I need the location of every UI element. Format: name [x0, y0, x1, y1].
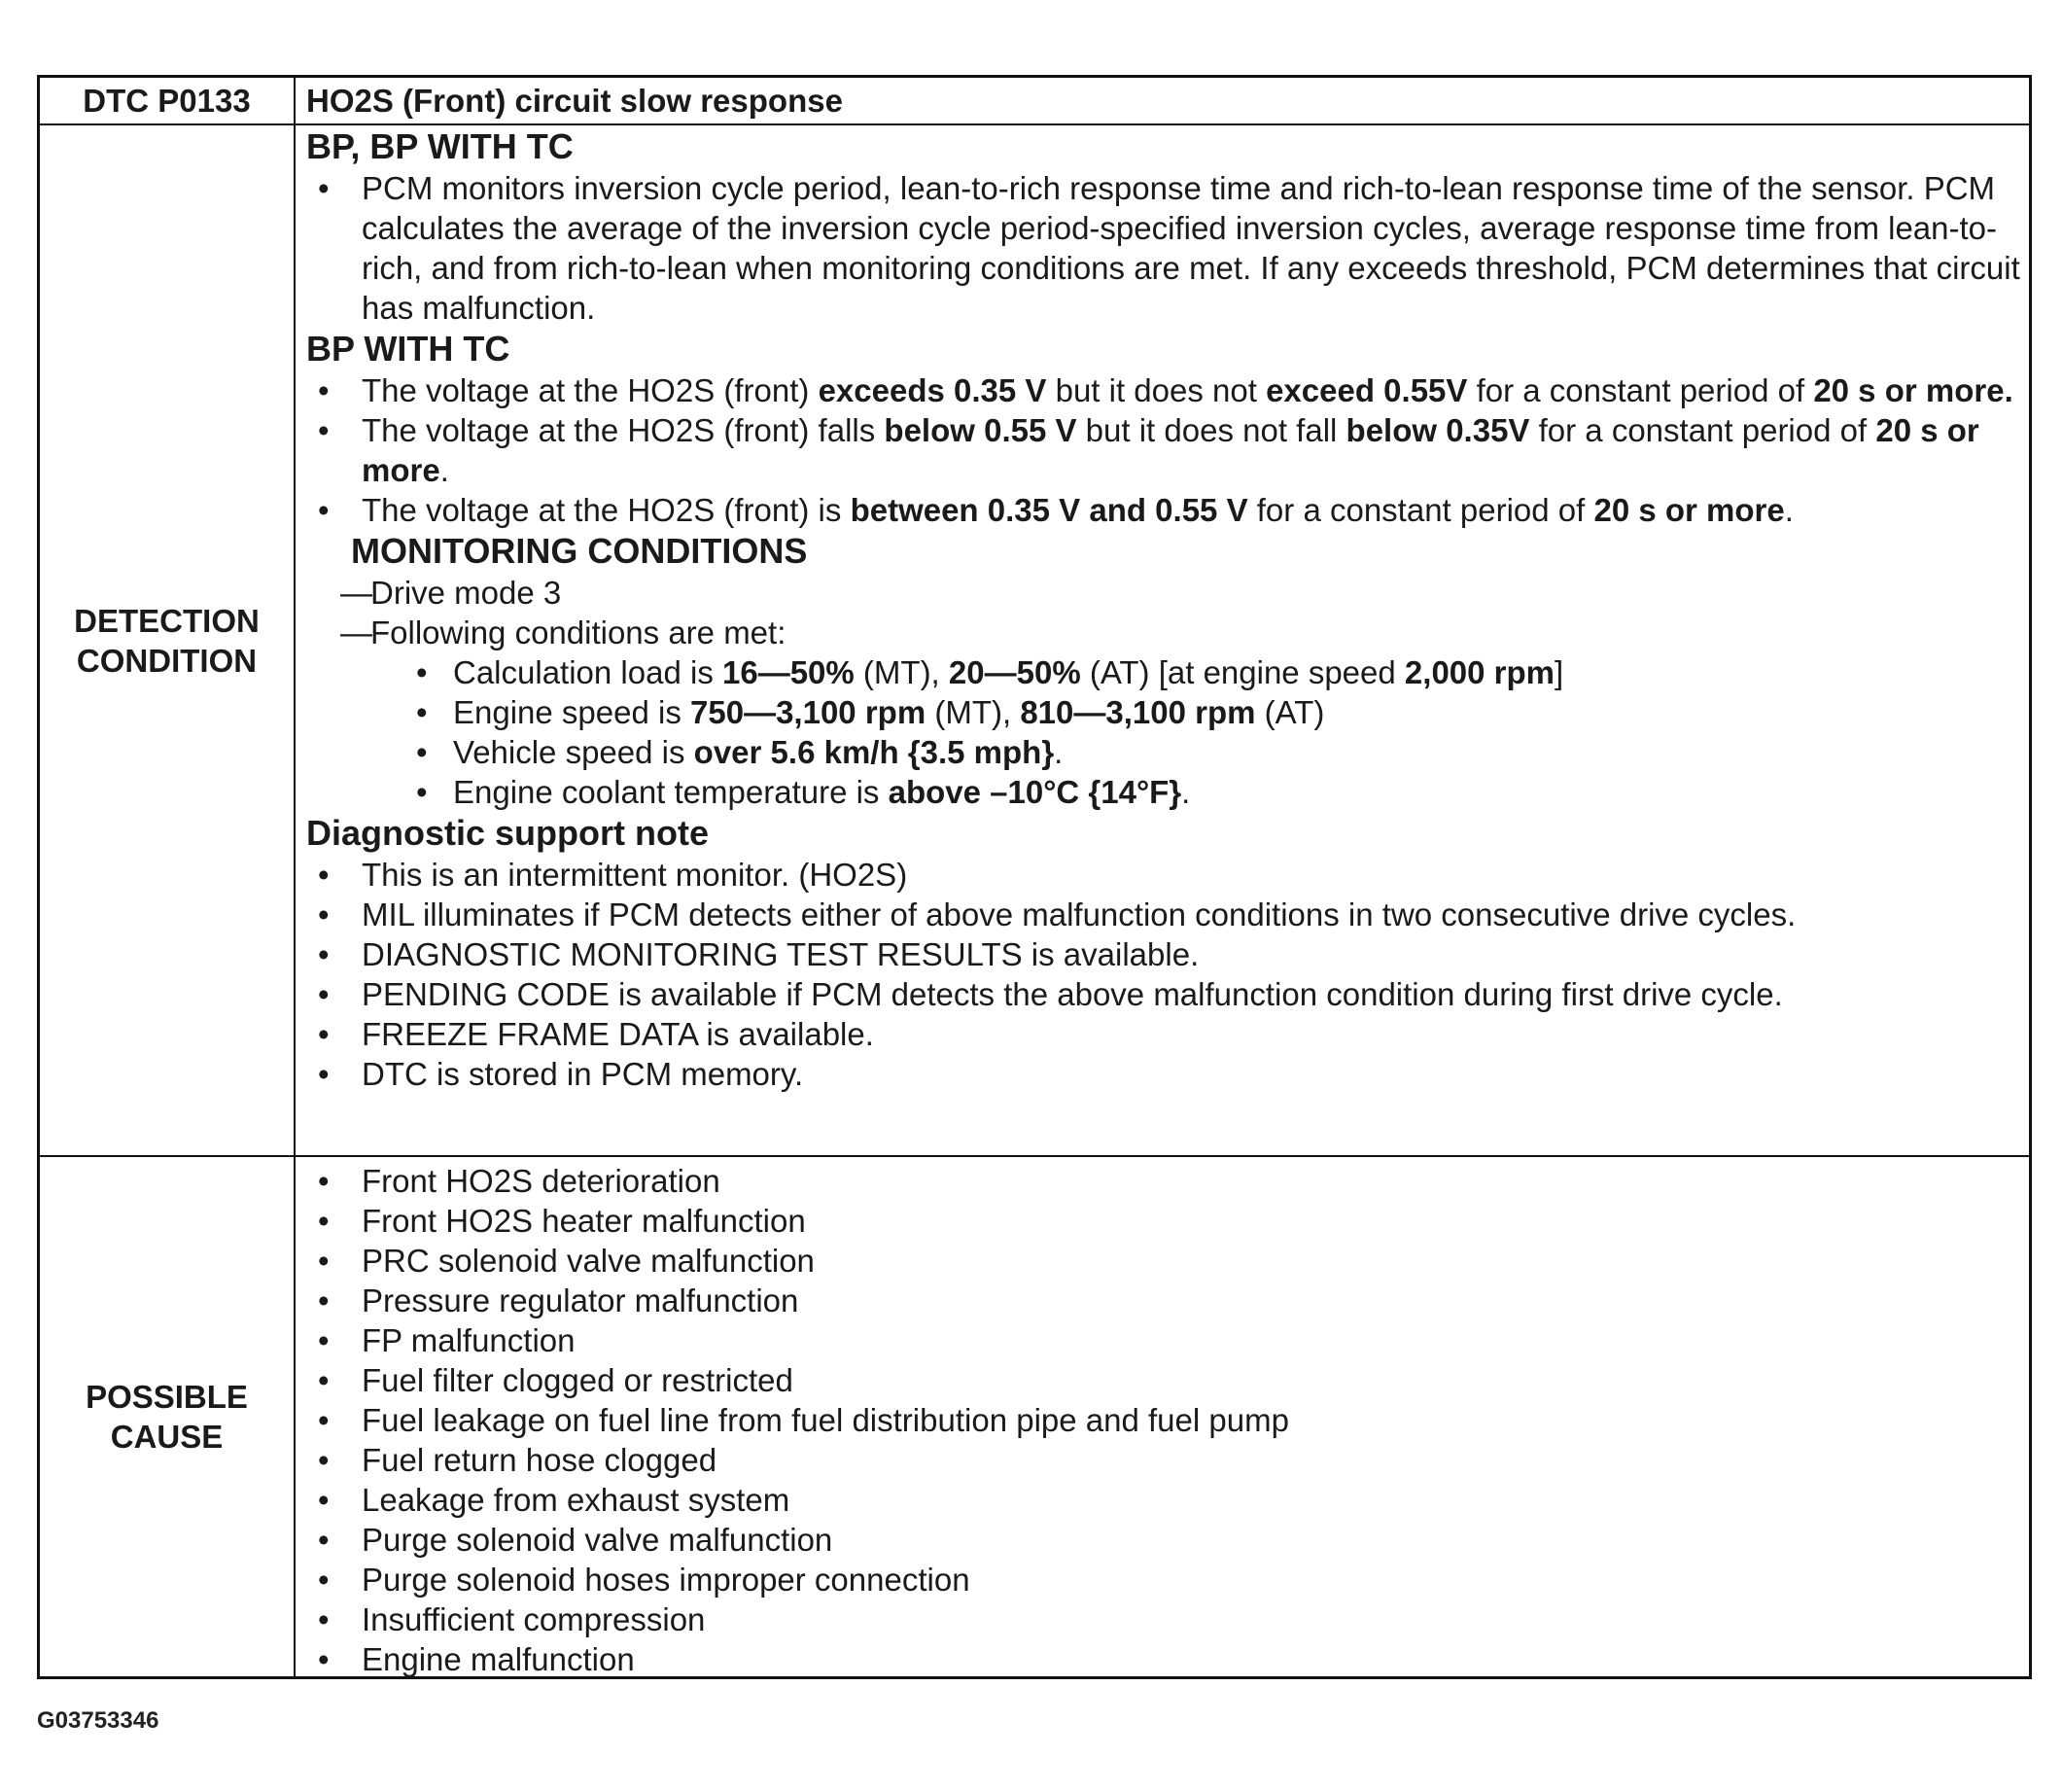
list-item: • Fuel leakage on fuel line from fuel distribution pipe and fuel pump: [306, 1400, 2029, 1440]
list-item: • Calculation load is 16—50% (MT), 20—50% (AT) [at engine speed 2,000 rpm]: [306, 652, 2029, 692]
list-item: • The voltage at the HO2S (front) exceeds 0.35 V but it does not exceed 0.55V for a constant period of 20 s or more.: [306, 370, 2029, 410]
possible-cause-content: [296, 1157, 2029, 1676]
diagnostic-note-list: [306, 855, 2029, 1094]
section-heading-bp: BP, BP WITH TC: [306, 126, 574, 166]
bp-tc-bullets: [306, 370, 2029, 530]
list-item: • Insufficient compression: [306, 1599, 2029, 1639]
possible-cause-label: POSSIBLE CAUSE: [40, 1157, 296, 1676]
list-item: • PRC solenoid valve malfunction: [306, 1241, 2029, 1281]
figure-id: G03753346: [37, 1707, 159, 1734]
dtc-table: [37, 75, 2032, 1679]
possible-cause-list: [306, 1157, 2029, 1679]
list-item: • This is an intermittent monitor. (HO2S): [306, 855, 2029, 895]
section-heading-bp-tc: BP WITH TC: [306, 329, 510, 369]
list-item: • Purge solenoid valve malfunction: [306, 1520, 2029, 1560]
list-item: • MIL illuminates if PCM detects either of above malfunction conditions in two consecutive drive cycles.: [306, 895, 2029, 934]
list-item: • Fuel filter clogged or restricted: [306, 1360, 2029, 1400]
monitoring-heading: MONITORING CONDITIONS: [351, 531, 808, 571]
list-item: • Vehicle speed is over 5.6 km/h {3.5 mph}.: [306, 732, 2029, 772]
diagnostic-note-heading: Diagnostic support note: [306, 813, 709, 853]
dtc-code: DTC P0133: [40, 78, 296, 123]
header-row: [40, 78, 2029, 125]
bp-bullets: [306, 168, 2029, 328]
list-item: • FP malfunction: [306, 1320, 2029, 1360]
list-item: — Drive mode 3: [306, 573, 2029, 613]
list-item: • The voltage at the HO2S (front) falls below 0.55 V but it does not fall below 0.35V for a constant period of 20 s or more.: [306, 410, 2029, 490]
list-item: • Front HO2S heater malfunction: [306, 1201, 2029, 1241]
list-item: • Engine coolant temperature is above –10°C {14°F}.: [306, 772, 2029, 812]
list-item: • FREEZE FRAME DATA is available.: [306, 1014, 2029, 1054]
dtc-title: HO2S (Front) circuit slow response: [306, 82, 843, 119]
monitoring-conditions-list: [306, 652, 2029, 812]
list-item: • Engine speed is 750—3,100 rpm (MT), 810—3,100 rpm (AT): [306, 692, 2029, 732]
detection-content: [296, 125, 2029, 1155]
list-item: • DIAGNOSTIC MONITORING TEST RESULTS is available.: [306, 934, 2029, 974]
possible-cause-row: [40, 1157, 2029, 1676]
monitoring-dash-list: [306, 573, 2029, 652]
list-item: — Following conditions are met:: [306, 613, 2029, 652]
detection-row: [40, 125, 2029, 1157]
list-item: • Purge solenoid hoses improper connection: [306, 1560, 2029, 1599]
list-item: • PCM monitors inversion cycle period, lean-to-rich response time and rich-to-lean response time of the sensor. PCM calculates the average of the inversion cycle period-specified inversion cycles, average response time from lean-to-rich, and from rich-to-lean when monitoring conditions are met. If any exceeds threshold, PCM determines that circuit has malfunction.: [306, 168, 2029, 328]
detection-label: DETECTION CONDITION: [40, 125, 296, 1155]
list-item: • Fuel return hose clogged: [306, 1440, 2029, 1480]
list-item: • Leakage from exhaust system: [306, 1480, 2029, 1520]
list-item: • PENDING CODE is available if PCM detects the above malfunction condition during first drive cycle.: [306, 974, 2029, 1014]
list-item: • DTC is stored in PCM memory.: [306, 1054, 2029, 1094]
list-item: • Pressure regulator malfunction: [306, 1281, 2029, 1320]
list-item: • The voltage at the HO2S (front) is between 0.35 V and 0.55 V for a constant period of 20 s or more.: [306, 490, 2029, 530]
list-item: • Front HO2S deterioration: [306, 1161, 2029, 1201]
list-item: • Engine malfunction: [306, 1639, 2029, 1679]
